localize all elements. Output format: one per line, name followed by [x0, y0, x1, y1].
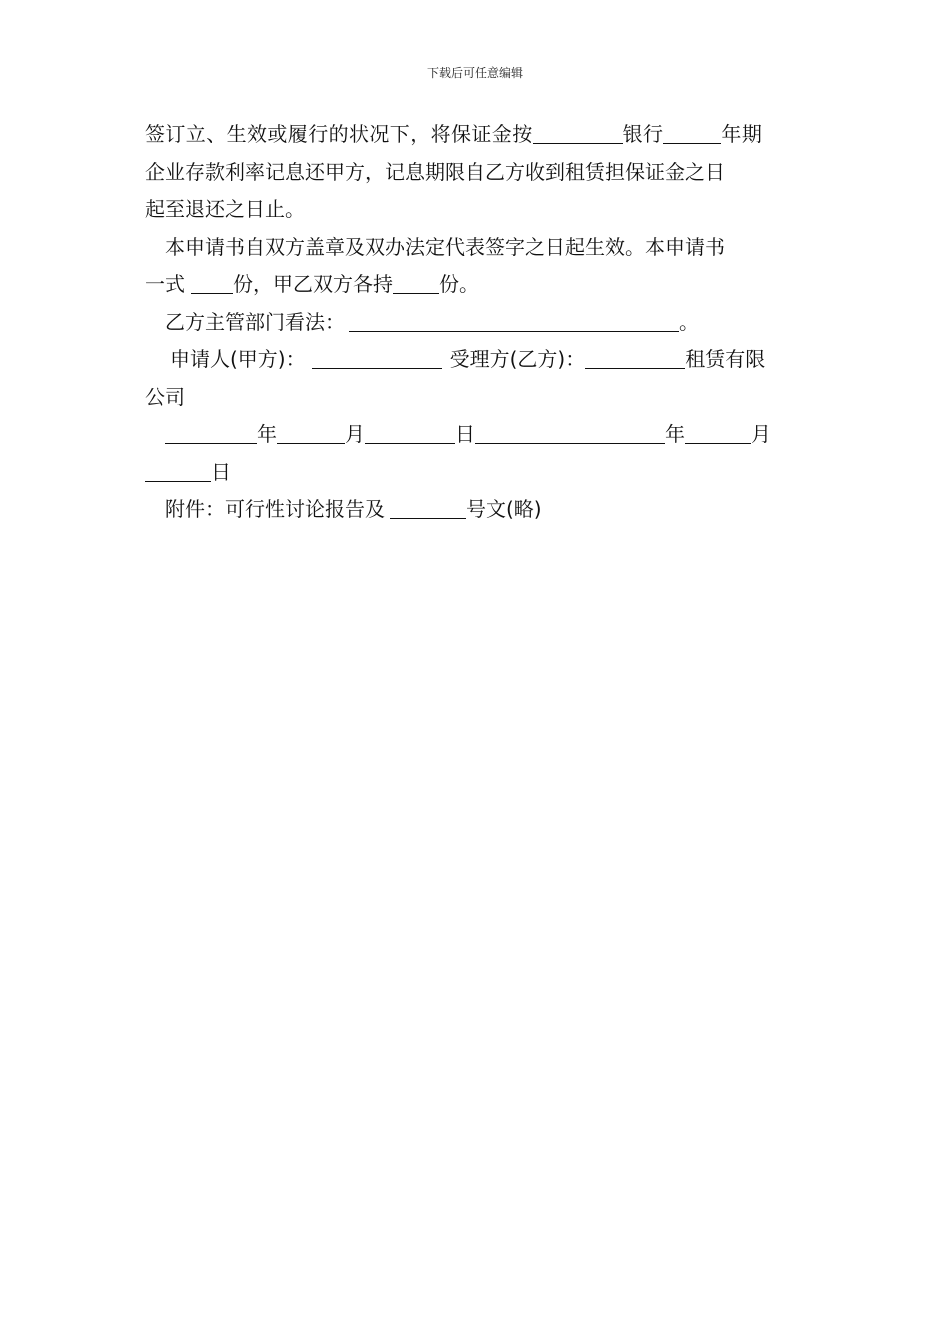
opinion-line: [145, 304, 807, 342]
blank-copies-each[interactable]: [393, 271, 439, 294]
applicant-line: [145, 341, 807, 379]
text-segment: 。: [679, 309, 699, 334]
text-segment: 月: [751, 422, 771, 446]
acceptor-label: 受理方(乙方)：: [449, 347, 586, 371]
blank-month-b[interactable]: [685, 421, 751, 444]
blank-applicant[interactable]: [312, 346, 442, 369]
para2-line2: [145, 266, 807, 304]
para1-line2: 企业存款利率记息还甲方，记息期限自乙方收到租赁担保证金之日: [145, 159, 725, 184]
text-segment: 号文(略): [466, 497, 542, 521]
text-segment: 年: [665, 422, 685, 446]
attachment-label: 附件：可行性讨论报告及: [165, 497, 385, 521]
blank-document-number[interactable]: [390, 496, 466, 519]
text-segment: 日: [455, 422, 475, 446]
text-segment: 租赁有限: [685, 347, 766, 371]
blank-copies-total[interactable]: [191, 271, 233, 294]
text-segment: 签订立、生效或履行的状况下，将保证金按: [145, 122, 533, 146]
para1-line3: 起至退还之日止。: [145, 197, 305, 221]
blank-day-b[interactable]: [145, 459, 211, 482]
blank-opinion[interactable]: [349, 309, 679, 332]
date-line: [145, 416, 807, 454]
blank-term-years[interactable]: [663, 121, 721, 144]
blank-month-a[interactable]: [277, 421, 345, 444]
applicant-label: 申请人(甲方)：: [170, 347, 306, 371]
applicant-line2: 公司: [145, 384, 185, 409]
blank-year-a[interactable]: [165, 421, 257, 444]
date-line2: [145, 454, 807, 492]
blank-bank-name[interactable]: [533, 121, 623, 144]
text-segment: 份。: [439, 272, 479, 296]
blank-day-a[interactable]: [365, 421, 455, 444]
para2-line1: 本申请书自双方盖章及双办法定代表签字之日起生效。本申请书: [165, 234, 725, 259]
text-segment: 年期: [721, 122, 763, 146]
blank-year-b[interactable]: [475, 421, 665, 444]
opinion-label: 乙方主管部门看法：: [165, 309, 345, 334]
attachment-line: [145, 491, 807, 529]
blank-acceptor[interactable]: [585, 346, 685, 369]
text-segment: 月: [345, 422, 365, 446]
text-segment: 份，甲乙双方各持: [233, 272, 393, 296]
text-segment: 年: [257, 422, 277, 446]
text-segment: 日: [211, 459, 231, 484]
document-body: [145, 116, 807, 529]
page-header: 下载后可任意编辑: [426, 66, 523, 80]
text-segment: 银行: [622, 122, 664, 146]
text-segment: 一式: [145, 272, 185, 296]
para1-line1: [145, 116, 807, 154]
